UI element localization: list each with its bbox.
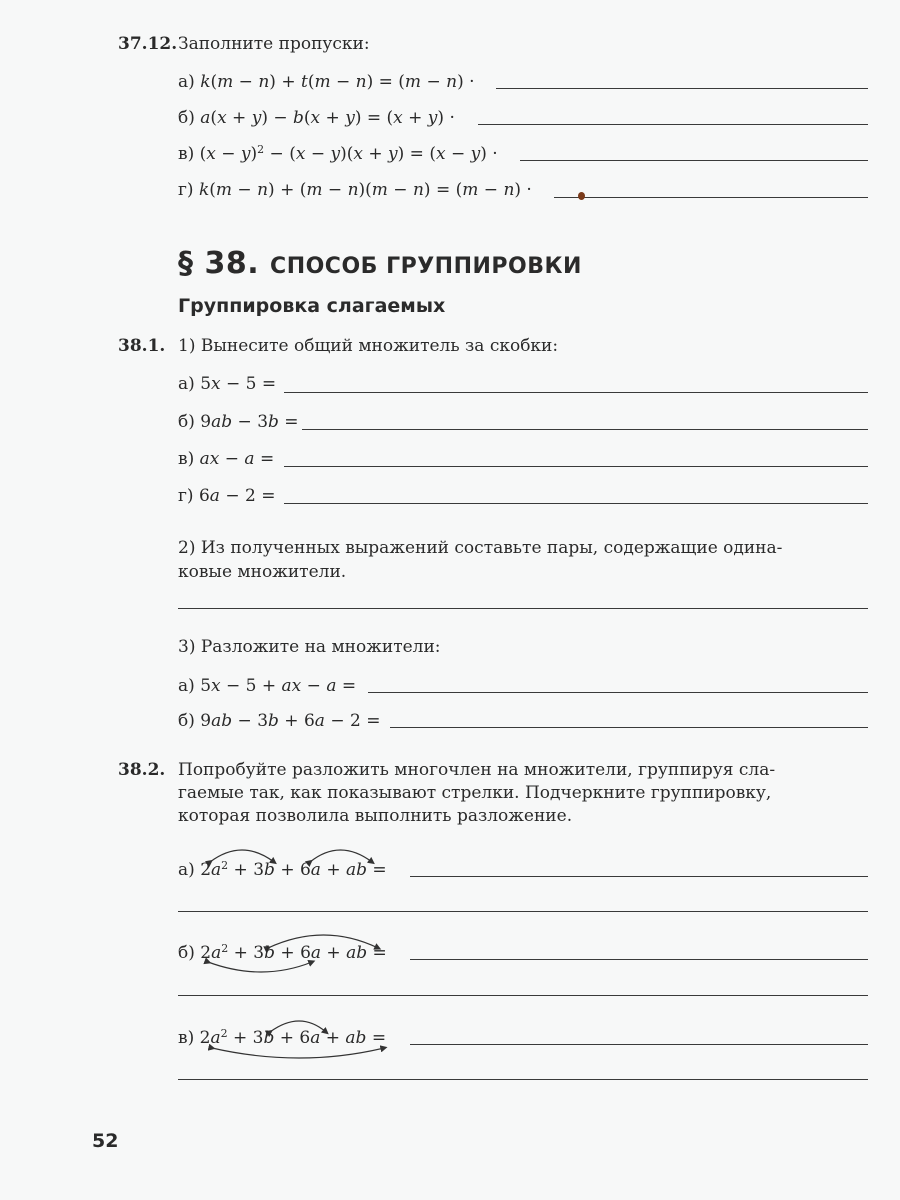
exercise-37-12-item-g <box>178 180 532 200</box>
answer-line[interactable] <box>520 160 868 161</box>
item-label: г) <box>178 180 194 200</box>
item-label: г) <box>178 486 194 506</box>
exercise-38-2-text-line3: которая позволила выполнить разложение. <box>178 806 573 826</box>
exercise-38-1-part2-line1: 2) Из полученных выражений составьте пары, содержащие одина- <box>178 538 783 558</box>
exercise-38-1-item-b <box>178 412 299 432</box>
answer-line[interactable] <box>284 503 868 504</box>
answer-line[interactable] <box>496 88 868 89</box>
answer-line[interactable] <box>284 466 868 467</box>
item-label: а) <box>178 860 195 880</box>
page-number: 52 <box>92 1130 119 1152</box>
exercise-38-1-part3-item-a <box>178 676 356 696</box>
exercise-number-38-1: 38.1. <box>118 336 166 356</box>
exercise-37-12-item-b <box>178 108 455 128</box>
answer-line[interactable] <box>178 608 868 609</box>
item-expression: $2a^2 + 3b + 6a$ + ab = <box>199 1027 387 1048</box>
item-label: в) <box>178 449 195 469</box>
section-name: СПОСОБ ГРУППИРОВКИ <box>270 254 582 279</box>
item-label: а) <box>178 72 195 92</box>
exercise-38-1-item-v <box>178 449 274 469</box>
exercise-38-1-part1: 1) Вынесите общий множитель за скобки: <box>178 336 559 356</box>
item-expression: ax − a = <box>199 449 275 469</box>
answer-line[interactable] <box>554 197 868 198</box>
item-expression: a(x + y) − b(x + y) = (x + y) · <box>200 108 455 128</box>
exercise-37-12-item-a <box>178 72 475 92</box>
item-label: б) <box>178 943 195 963</box>
exercise-number-38-2: 38.2. <box>118 760 166 780</box>
item-expression: 6a − 2 = <box>198 486 276 506</box>
item-expression: $2a^2 + 3b + 6a$ + ab = <box>200 942 387 963</box>
exercise-38-2-text-line2: гаемые так, как показывают стрелки. Подчеркните группировку, <box>178 783 772 803</box>
item-expression: $2a^2 + 3b + 6a$ + ab = <box>200 859 387 880</box>
item-label: в) <box>178 144 195 164</box>
section-subtitle: Группировка слагаемых <box>178 295 446 317</box>
item-label: в) <box>178 1028 195 1048</box>
exercise-38-2-item-v <box>178 1028 386 1048</box>
answer-line[interactable] <box>178 1079 868 1080</box>
item-label: а) <box>178 374 195 394</box>
answer-line[interactable] <box>478 124 868 125</box>
item-expression: 9ab − 3b + 6a − 2 = <box>200 711 381 731</box>
exercise-38-2-item-a <box>178 860 387 880</box>
item-expression: $(x - y)^2 - (x - y)(x + y) = (x - y)$ · <box>199 143 498 164</box>
item-label: б) <box>178 412 195 432</box>
exercise-37-12-item-v <box>178 144 498 164</box>
exercise-38-1-item-g <box>178 486 275 506</box>
answer-line[interactable] <box>410 959 868 960</box>
exercise-38-1-item-a <box>178 374 276 394</box>
section-title <box>178 246 582 281</box>
item-expression: k(m − n) + t(m − n) = (m − n) · <box>200 72 475 92</box>
item-label: б) <box>178 108 195 128</box>
answer-line[interactable] <box>284 392 868 393</box>
item-label: а) <box>178 676 195 696</box>
exercise-number-37-12: 37.12. <box>118 34 178 54</box>
answer-line[interactable] <box>410 1044 868 1045</box>
answer-line[interactable] <box>178 995 868 996</box>
ink-spot <box>578 192 585 200</box>
exercise-38-1-part3: 3) Разложите на множители: <box>178 637 441 657</box>
item-expression: 5x − 5 = <box>200 374 277 394</box>
item-expression: 9ab − 3b = <box>200 412 299 432</box>
exercise-38-2-text-line1: Попробуйте разложить многочлен на множители, группируя сла- <box>178 760 776 780</box>
answer-line[interactable] <box>390 727 868 728</box>
exercise-38-1-part2-line2: ковые множители. <box>178 562 347 582</box>
answer-line[interactable] <box>178 911 868 912</box>
exercise-37-12-instruction: Заполните пропуски: <box>178 34 370 54</box>
answer-line[interactable] <box>368 692 868 693</box>
answer-line[interactable] <box>302 429 868 430</box>
item-expression: k(m − n) + (m − n)(m − n) = (m − n) · <box>198 180 532 200</box>
exercise-38-2-item-b <box>178 943 387 963</box>
section-number: § 38. <box>178 246 260 281</box>
item-expression: 5x − 5 + ax − a = <box>200 676 357 696</box>
answer-line[interactable] <box>410 876 868 877</box>
item-label: б) <box>178 711 195 731</box>
exercise-38-1-part3-item-b <box>178 711 380 731</box>
